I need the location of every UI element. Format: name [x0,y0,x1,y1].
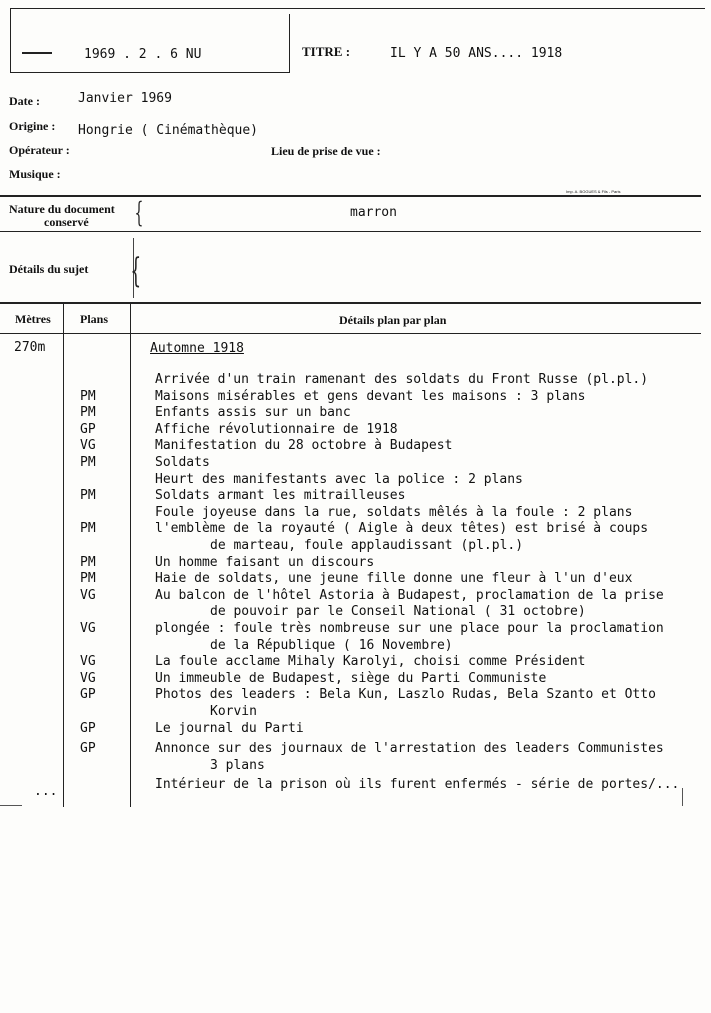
titre-label: TITRE : [302,44,351,59]
plan-description: Annonce sur des journaux de l'arrestation des leaders Communistes [155,741,664,757]
plan-row [0,405,711,421]
nature-label-line1: Nature du document [9,202,115,216]
plan-type: PM [80,571,96,587]
plan-row [0,671,711,687]
operateur-label: Opérateur : [9,143,70,157]
plan-description: Photos des leaders : Bela Kun, Laszlo Rudas, Bela Szanto et Otto [155,687,656,703]
plan-description: Soldats armant les mitrailleuses [155,488,406,504]
col-plans: Plans [80,312,109,326]
bottom-left-mark [0,805,22,806]
col-details: Détails plan par plan [339,313,447,327]
section-title: Automne 1918 [150,341,244,356]
plan-type: VG [80,670,96,686]
plan-row [0,621,711,637]
col-metres: Mètres [15,312,51,326]
plan-row [0,521,711,537]
footer-dots: ... [34,784,58,799]
nature-top-border [0,195,701,197]
plan-row [0,721,711,737]
origine-label: Origine : [9,119,56,133]
top-border [10,8,705,9]
plan-row [0,687,711,703]
plan-type: VG [80,438,96,454]
plan-row [0,455,711,471]
nature-bottom-border [0,231,701,232]
plan-description: plongée : foule très nombreuse sur une place pour la proclamation [155,621,664,636]
plan-type: VG [80,587,96,603]
plan-row [0,741,711,757]
plan-row-continuation [0,638,711,654]
plan-description: Enfants assis sur un banc [155,405,351,421]
plan-description: Au balcon de l'hôtel Astoria à Budapest, proclamation de la prise [155,587,664,603]
plan-row [0,472,711,488]
plan-description: Arrivée d'un train ramenant des soldats du Front Russe (pl.pl.) [155,372,649,387]
plan-description: Un immeuble de Budapest, siège du Parti Communiste [155,670,547,686]
date-value: Janvier 1969 [78,91,172,106]
plan-description-continuation: Korvin [210,704,257,719]
header-left-border [10,8,11,72]
plan-row-continuation [0,704,711,720]
plan-description: Le journal du Parti [155,720,304,736]
plan-row [0,488,711,504]
plan-type: PM [80,488,96,504]
document-title: IL Y A 50 ANS.... 1918 [390,46,563,61]
plan-row [0,777,711,793]
plan-row-continuation [0,758,711,774]
plan-type: PM [80,405,96,421]
details-sujet-brace: { [130,251,142,291]
plan-row [0,438,711,454]
plan-row [0,505,711,521]
metres-value: 270m [14,340,46,355]
musique-label: Musique : [9,167,61,181]
plan-description: Soldats [155,455,210,470]
plan-description: Maisons misérables et gens devant les maisons : 3 plans [155,388,586,404]
plan-row [0,555,711,571]
table-top-border [0,302,701,304]
plan-type: GP [80,741,96,757]
plan-description: l'emblème de la royauté ( Aigle à deux têtes) est brisé à coups [155,521,649,537]
plan-type: VG [80,654,96,670]
plan-row [0,571,711,587]
plan-type: PM [80,554,96,570]
plan-description: Heurt des manifestants avec la police : 2 plans [155,471,523,487]
plan-description-continuation: de la République ( 16 Novembre) [210,637,453,653]
plan-description: Intérieur de la prison où ils furent enfermés - série de portes/... [155,777,680,793]
plan-description: Un homme faisant un discours [155,554,375,570]
header-divider [289,14,290,72]
lieu-label: Lieu de prise de vue : [271,144,381,158]
plan-description: Manifestation du 28 octobre à Budapest [155,438,453,454]
plan-row [0,422,711,438]
plan-type: VG [80,621,96,636]
plan-description-continuation: 3 plans [210,757,265,773]
nature-value: marron [350,205,397,220]
plan-row [0,389,711,405]
date-label: Date : [9,94,40,108]
plan-type: GP [80,687,96,703]
plan-type: PM [80,455,96,470]
plan-description: Foule joyeuse dans la rue, soldats mêlés à la foule : 2 plans [155,504,633,520]
origine-value: Hongrie ( Cinémathèque) [78,123,259,138]
plan-type: GP [80,720,96,736]
plan-type: PM [80,521,96,537]
bottom-right-mark [682,788,683,806]
plan-row [0,588,711,604]
plan-type: GP [80,421,96,437]
table-header-bottom [0,333,701,334]
details-sujet-label: Détails du sujet [9,262,89,276]
plan-row [0,372,711,388]
nature-brace: { [134,196,144,229]
plan-row [0,654,711,670]
nature-label-line2: conservé [44,215,89,229]
plan-description: La foule acclame Mihaly Karolyi, choisi comme Président [155,654,586,670]
plan-description: Affiche révolutionnaire de 1918 [155,421,398,437]
plan-row-continuation [0,604,711,620]
strike-mark [22,52,52,54]
imprint: Imp. A. BOGUES & Fils - Paris [566,189,621,194]
plan-row-continuation [0,538,711,554]
reference-number: 1969 . 2 . 6 NU [84,47,202,62]
plan-description-continuation: de marteau, foule applaudissant (pl.pl.) [210,538,524,553]
plan-description: Haie de soldats, une jeune fille donne une fleur à l'un d'eux [155,571,633,587]
plan-type: PM [80,388,96,404]
plan-description-continuation: de pouvoir par le Conseil National ( 31 octobre) [210,604,586,620]
header-bottom-border [10,72,290,73]
